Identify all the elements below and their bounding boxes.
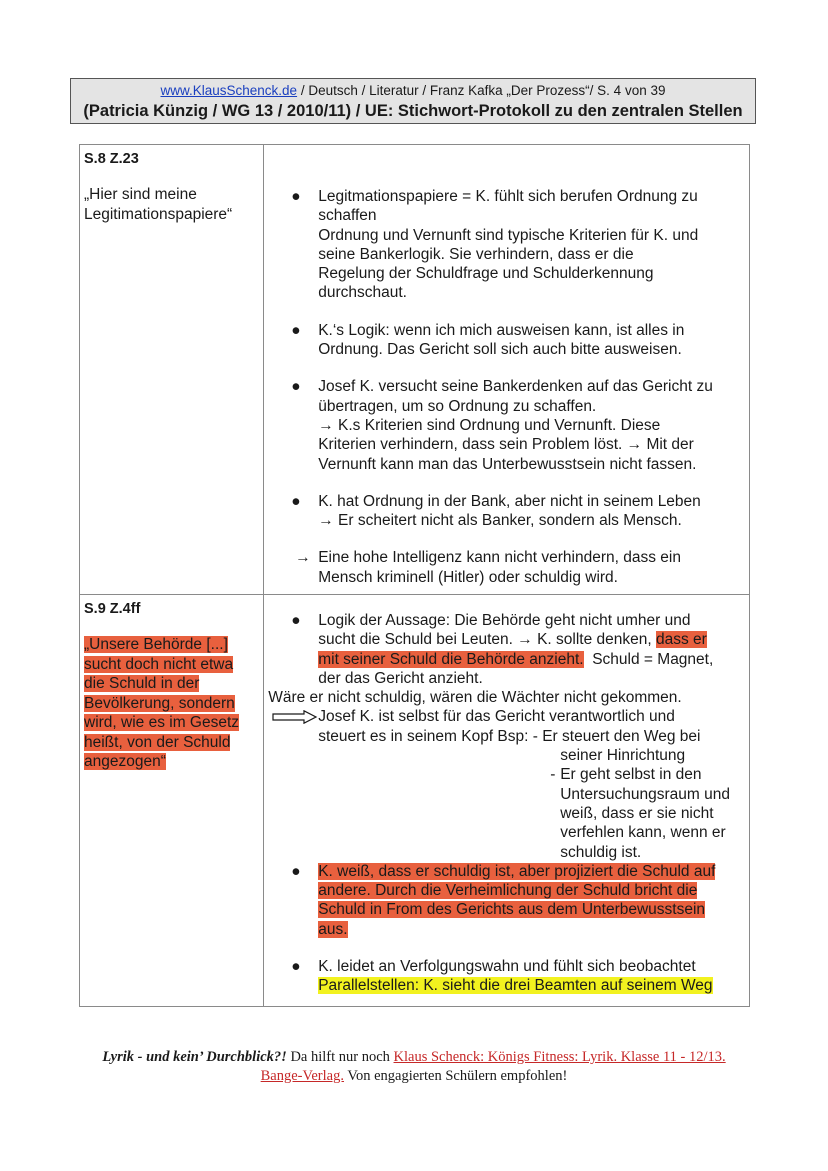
bullet-icon: ● [291, 958, 301, 976]
book-link[interactable]: Klaus Schenck: Königs Fitness: Lyrik. Klasse 11 - 12/13. [393, 1049, 726, 1065]
note-line: Eine hohe Intelligenz kann nicht verhindern, dass ein [318, 549, 681, 567]
footer-line [0, 1067, 828, 1086]
list-item [264, 187, 749, 303]
highlighted-quote-line: Bevölkerung, sondern [84, 694, 235, 712]
implication-arrow-icon [272, 710, 318, 724]
quote-line: „Hier sind meine [84, 186, 197, 203]
note-line: schuldig ist. [560, 843, 642, 861]
note-line: Vernunft kann man das Unterbewusstsein nicht fassen. [318, 455, 697, 473]
note-text: Josef K. ist selbst für das Gericht verantwortlich und [318, 708, 675, 726]
note-line: Untersuchungsraum und [560, 785, 730, 803]
notes-cell [264, 595, 750, 1007]
quote [84, 185, 263, 224]
note-line [318, 630, 749, 649]
page-title: (Patricia Künzig / WG 13 / 2010/11) / UE: Stichwort-Protokoll zu den zentralen Stellen [83, 102, 743, 120]
page-header [70, 78, 756, 124]
bullet-icon: ● [291, 188, 301, 205]
table-row [80, 145, 750, 595]
note-text: Schuld = Magnet, [583, 650, 714, 668]
bullet-icon: ● [291, 862, 301, 880]
list-item [264, 492, 749, 531]
note-line: Ordnung. Das Gericht soll sich auch bitte ausweisen. [318, 341, 682, 359]
list-item [264, 321, 749, 360]
note-text: sucht die Schuld bei Leuten. → K. sollte denken, [318, 631, 656, 649]
bullet-icon: ● [291, 321, 301, 339]
highlighted-quote-line: die Schuld in der [84, 675, 200, 692]
note-line: Regelung der Schuldfrage und Schulderkennung [318, 265, 654, 283]
table-row [80, 595, 750, 1007]
highlighted-quote-line: wird, wie es im Gesetz [84, 714, 240, 731]
breadcrumb: / Deutsch / Literatur / Franz Kafka „Der Prozess“/ S. 4 von 39 [297, 83, 666, 98]
protocol-table [79, 144, 750, 1007]
bullet-icon: ● [291, 612, 301, 629]
list-item [264, 957, 749, 996]
highlighted-text: Parallelstellen: K. sieht die drei Beamten auf seinem Weg [318, 977, 713, 995]
conclusion [264, 548, 749, 587]
reference-cell [80, 595, 264, 1007]
page-line-ref: S.9 Z.4ff [84, 601, 141, 617]
reference-cell [80, 145, 264, 595]
sub-list-item [264, 765, 749, 861]
footer [0, 1048, 828, 1086]
highlighted-text: mit seiner Schuld die Behörde anzieht. [318, 650, 584, 668]
note-line: → K.s Kriterien sind Ordnung und Vernunft. Diese [318, 416, 661, 434]
page-line-ref: S.8 Z.23 [84, 151, 139, 167]
note-line: Wäre er nicht schuldig, wären die Wächter nicht gekommen. [268, 689, 682, 707]
bullet-icon: ● [291, 378, 301, 396]
highlighted-text: andere. Durch die Verheimlichung der Schuld bricht die [318, 882, 698, 900]
highlighted-text: Schuld in From des Gerichts aus dem Unterbewusstsein [318, 901, 706, 919]
header-breadcrumb-line [71, 83, 755, 99]
note-line: schaffen [318, 207, 377, 225]
highlighted-quote-line: „Unsere Behörde [...] [84, 636, 228, 653]
note-line: Mensch kriminell (Hitler) oder schuldig wird. [318, 568, 618, 586]
note-line: Er geht selbst in den [560, 766, 702, 784]
note-line: verfehlen kann, wenn er [560, 824, 726, 842]
note-line: seiner Hinrichtung [560, 747, 686, 765]
highlighted-quote-line: angezogen“ [84, 753, 166, 770]
list-item [264, 377, 749, 473]
note-line: Ordnung und Vernunft sind typische Kriterien für K. und [318, 226, 699, 244]
list-item [264, 862, 749, 939]
highlighted-text: dass er [656, 631, 707, 649]
footer-lead: Lyrik - und kein’ Durchblick?! [102, 1049, 287, 1065]
note-line: → Er scheitert nicht als Banker, sondern als Mensch. [318, 512, 682, 530]
note-line: Logik der Aussage: Die Behörde geht nicht umher und [318, 612, 691, 629]
note-line [318, 650, 749, 669]
note-line: der das Gericht anzieht. [318, 669, 483, 687]
note-line: Legitmationspapiere = K. fühlt sich berufen Ordnung zu [318, 188, 698, 205]
bullet-icon: ● [291, 492, 301, 510]
note-line: Josef K. versucht seine Bankerdenken auf das Gericht zu [318, 378, 713, 396]
highlighted-quote-line: sucht doch nicht etwa [84, 655, 234, 673]
highlighted-text: aus. [318, 920, 348, 938]
publisher-link[interactable]: Bange-Verlag. [260, 1068, 344, 1084]
note-line: K. leidet an Verfolgungswahn und fühlt sich beobachtet [318, 958, 696, 976]
note-line: übertragen, um so Ordnung zu schaffen. [318, 397, 597, 415]
note-line: Kriterien verhindern, dass sein Problem löst. → Mit der [318, 436, 694, 454]
notes-cell [264, 145, 750, 595]
note-line [264, 707, 749, 726]
note-line: steuert es in seinem Kopf Bsp: - Er steuert den Weg bei [318, 727, 701, 745]
dash-icon: - [550, 766, 556, 784]
quote [84, 635, 263, 772]
list-item [264, 611, 749, 688]
footer-text: Von engagierten Schülern empfohlen! [343, 1068, 568, 1084]
note-line: weiß, dass er sie nicht [560, 804, 714, 822]
footer-text: Da hilft nur noch [286, 1049, 394, 1065]
site-link[interactable]: www.KlausSchenck.de [160, 83, 298, 98]
note-line: K.‘s Logik: wenn ich mich ausweisen kann, ist alles in [318, 321, 685, 339]
arrow-icon: → [295, 549, 311, 567]
footer-line [0, 1048, 828, 1067]
note-line: seine Bankerlogik. Sie verhindern, dass er die [318, 245, 634, 263]
highlighted-text: K. weiß, dass er schuldig ist, aber projiziert die Schuld auf [318, 862, 716, 880]
note-line: durchschaut. [318, 284, 407, 302]
quote-line: Legitimationspapiere“ [84, 205, 233, 223]
highlighted-quote-line: heißt, von der Schuld [84, 733, 231, 751]
note-line: K. hat Ordnung in der Bank, aber nicht in seinem Leben [318, 492, 701, 510]
